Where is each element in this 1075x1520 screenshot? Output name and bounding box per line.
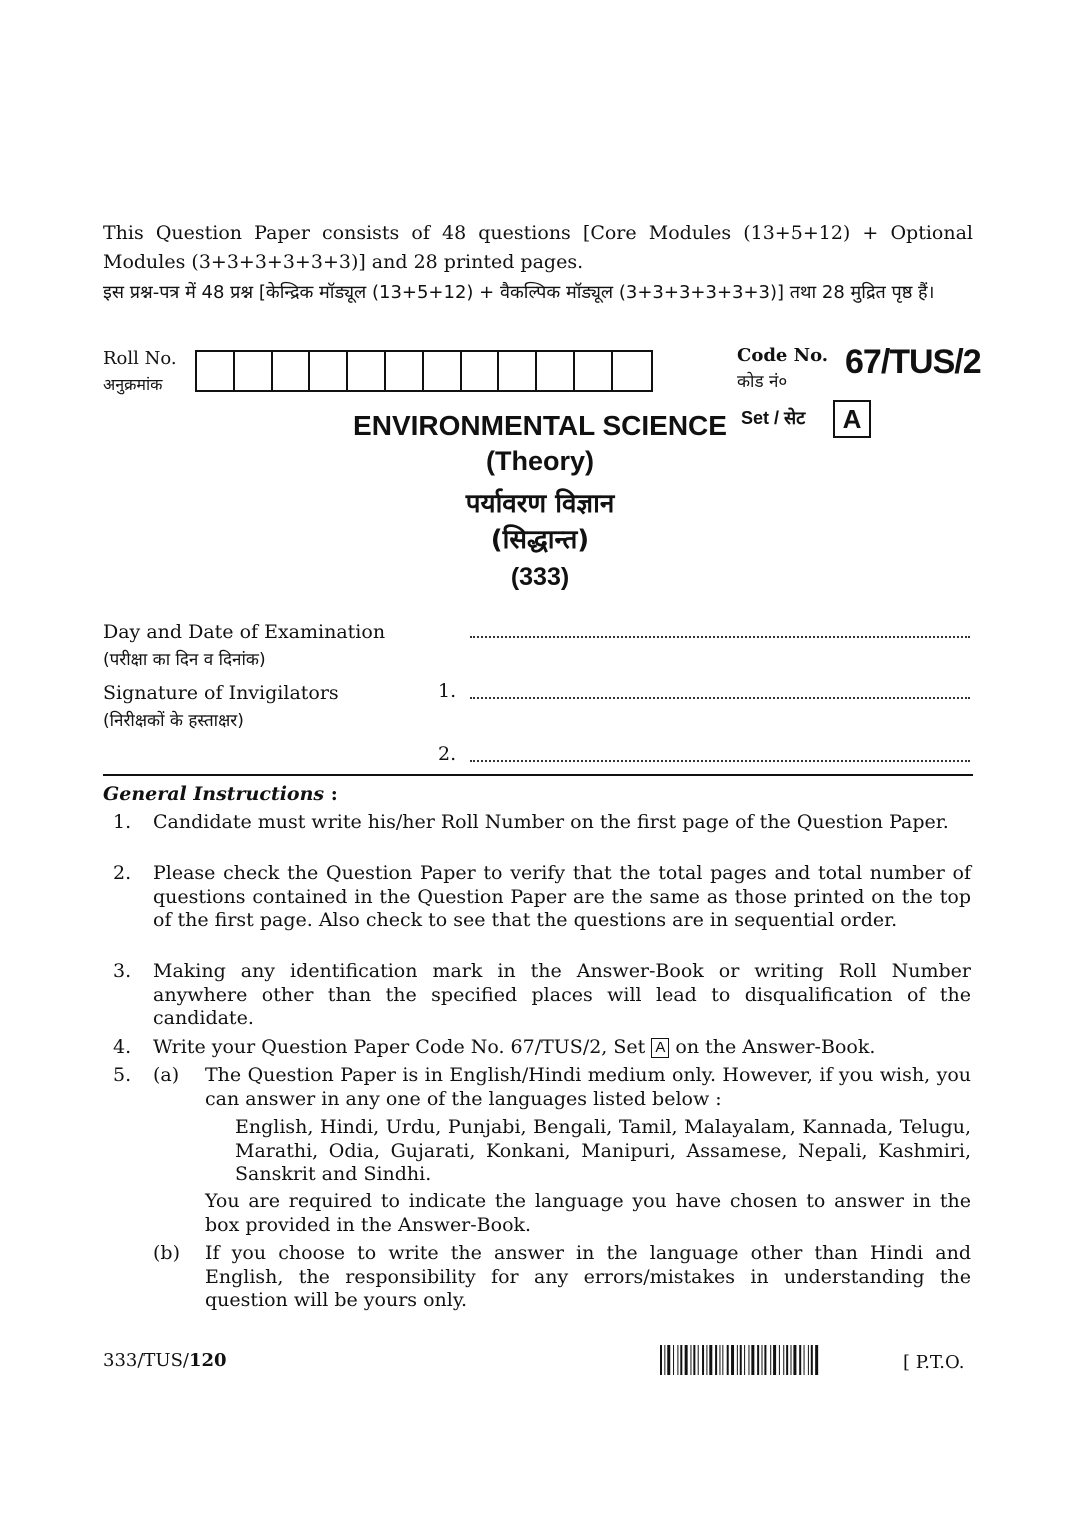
instruction-item — [103, 960, 971, 1031]
set-box: A — [833, 400, 871, 438]
paper-info-english: This Question Paper consists of 48 questions [Core Modules (13+5+12) + Optional Modules (3+3+3+3+3+3)] and 28 printed pages. — [103, 222, 973, 273]
code-label-en: Code No. — [737, 345, 829, 366]
subitem-text: You are required to indicate the language you have chosen to answer in the box provided in the Answer-Book. — [205, 1190, 971, 1236]
instruction-text: Candidate must write his/her Roll Number on the first page of the Question Paper. — [153, 811, 949, 833]
roll-number-digit-box[interactable] — [386, 352, 424, 390]
subject-type-english: (Theory) — [486, 446, 594, 476]
general-instructions-heading: General Instructions — [103, 783, 325, 805]
instruction-number: 4. — [113, 1036, 132, 1058]
pto-label: [ P.T.O. — [903, 1352, 965, 1373]
instruction-item — [103, 1036, 971, 1060]
roll-number-boxes[interactable] — [195, 350, 653, 392]
instruction-text — [153, 1036, 971, 1060]
code-number-label — [737, 343, 828, 395]
exam-date-line[interactable] — [470, 636, 970, 638]
roll-number-digit-box[interactable] — [462, 352, 500, 390]
signature-line-2[interactable] — [470, 760, 970, 762]
roll-label-hi: अनुक्रमांक — [103, 375, 163, 394]
subject-title-english: ENVIRONMENTAL SCIENCE — [353, 410, 727, 441]
roll-number-digit-box[interactable] — [424, 352, 462, 390]
paper-code-footer — [103, 1350, 227, 1371]
roll-number-digit-box[interactable] — [273, 352, 311, 390]
instruction-text: Please check the Question Paper to verify that the total pages and total number of questions contained in the Question Paper are the same as those printed on the top of the first page. Also check to see that the questions are in sequential order. — [153, 862, 971, 931]
set-box-inline: A — [651, 1038, 669, 1058]
instruction-item — [103, 862, 971, 933]
subitem-label: (a) — [153, 1064, 180, 1086]
barcode — [660, 1345, 886, 1375]
signature-number-1: 1. — [438, 680, 457, 702]
subitem-text: If you choose to write the answer in the language other than Hindi and English, the responsibility for any errors/mistakes in understanding the question will be yours only. — [205, 1242, 971, 1311]
code-number-value: 67/TUS/2 — [845, 343, 981, 381]
roll-number-digit-box[interactable] — [197, 352, 235, 390]
signature-line-1[interactable] — [470, 697, 970, 699]
general-instructions-title — [103, 783, 338, 805]
paper-info-hindi: इस प्रश्न-पत्र में 48 प्रश्न [केन्द्रिक मॉड्यूल (13+5+12) + वैकल्पिक मॉड्यूल (3+3+3+3+3+3)] तथा 28 मुद्रित पृष्ठ हैं। — [103, 282, 935, 303]
subitem-text: The Question Paper is in English/Hindi medium only. However, if you wish, you can answer in any one of the languages listed below : — [205, 1064, 971, 1110]
roll-number-digit-box[interactable] — [235, 352, 273, 390]
set-label: Set / सेट — [741, 408, 806, 428]
subject-code: (333) — [510, 563, 570, 591]
invigilator-signature-label — [103, 679, 339, 735]
section-divider — [103, 774, 973, 776]
signature-number-2: 2. — [438, 743, 457, 765]
instruction-number: 1. — [113, 811, 132, 833]
code-label-hi: कोड नं० — [737, 372, 788, 392]
footer-code-prefix: 333/TUS/ — [103, 1350, 189, 1371]
instruction-text-post: on the Answer-Book. — [675, 1036, 876, 1058]
roll-label-en: Roll No. — [103, 348, 177, 369]
instruction-number: 2. — [113, 862, 132, 884]
exam-date-label-hi: (परीक्षा का दिन व दिनांक) — [103, 650, 266, 670]
instruction-subitem-a-note — [153, 1190, 971, 1237]
subject-title-hindi: पर्यावरण विज्ञान — [465, 489, 615, 519]
roll-number-digit-box[interactable] — [499, 352, 537, 390]
roll-number-digit-box[interactable] — [310, 352, 348, 390]
instruction-subitem-b — [153, 1242, 971, 1313]
exam-date-label-en: Day and Date of Examination — [103, 621, 386, 643]
language-list: English, Hindi, Urdu, Punjabi, Bengali, Tamil, Malayalam, Kannada, Telugu, Marathi, Odia, Gujarati, Konkani, Manipuri, Assamese, Nepali, Kashmiri, Sanskrit and Sindhi. — [235, 1116, 971, 1185]
instruction-subitem-a — [153, 1064, 971, 1111]
exam-date-label — [103, 618, 385, 674]
instruction-number: 5. — [113, 1064, 132, 1086]
invigilator-signature-label-en: Signature of Invigilators — [103, 682, 339, 704]
roll-number-digit-box[interactable] — [537, 352, 575, 390]
instruction-text-pre: Write your Question Paper Code No. 67/TUS/2, Set — [153, 1036, 646, 1058]
instruction-item — [103, 811, 971, 835]
subject-type-hindi: (सिद्धान्त) — [490, 525, 590, 555]
footer-code-suffix: 120 — [189, 1350, 227, 1371]
roll-number-digit-box[interactable] — [575, 352, 613, 390]
instruction-number: 3. — [113, 960, 132, 982]
general-instructions-colon: : — [330, 783, 338, 805]
invigilator-signature-label-hi: (निरीक्षकों के हस्ताक्षर) — [103, 711, 244, 731]
instruction-text: Making any identification mark in the Answer-Book or writing Roll Number anywhere other than the specified places will lead to disqualification of the candidate. — [153, 960, 971, 1029]
subitem-label: (b) — [153, 1242, 180, 1264]
roll-number-digit-box[interactable] — [348, 352, 386, 390]
roll-number-label — [103, 346, 177, 398]
roll-number-digit-box[interactable] — [613, 352, 651, 390]
